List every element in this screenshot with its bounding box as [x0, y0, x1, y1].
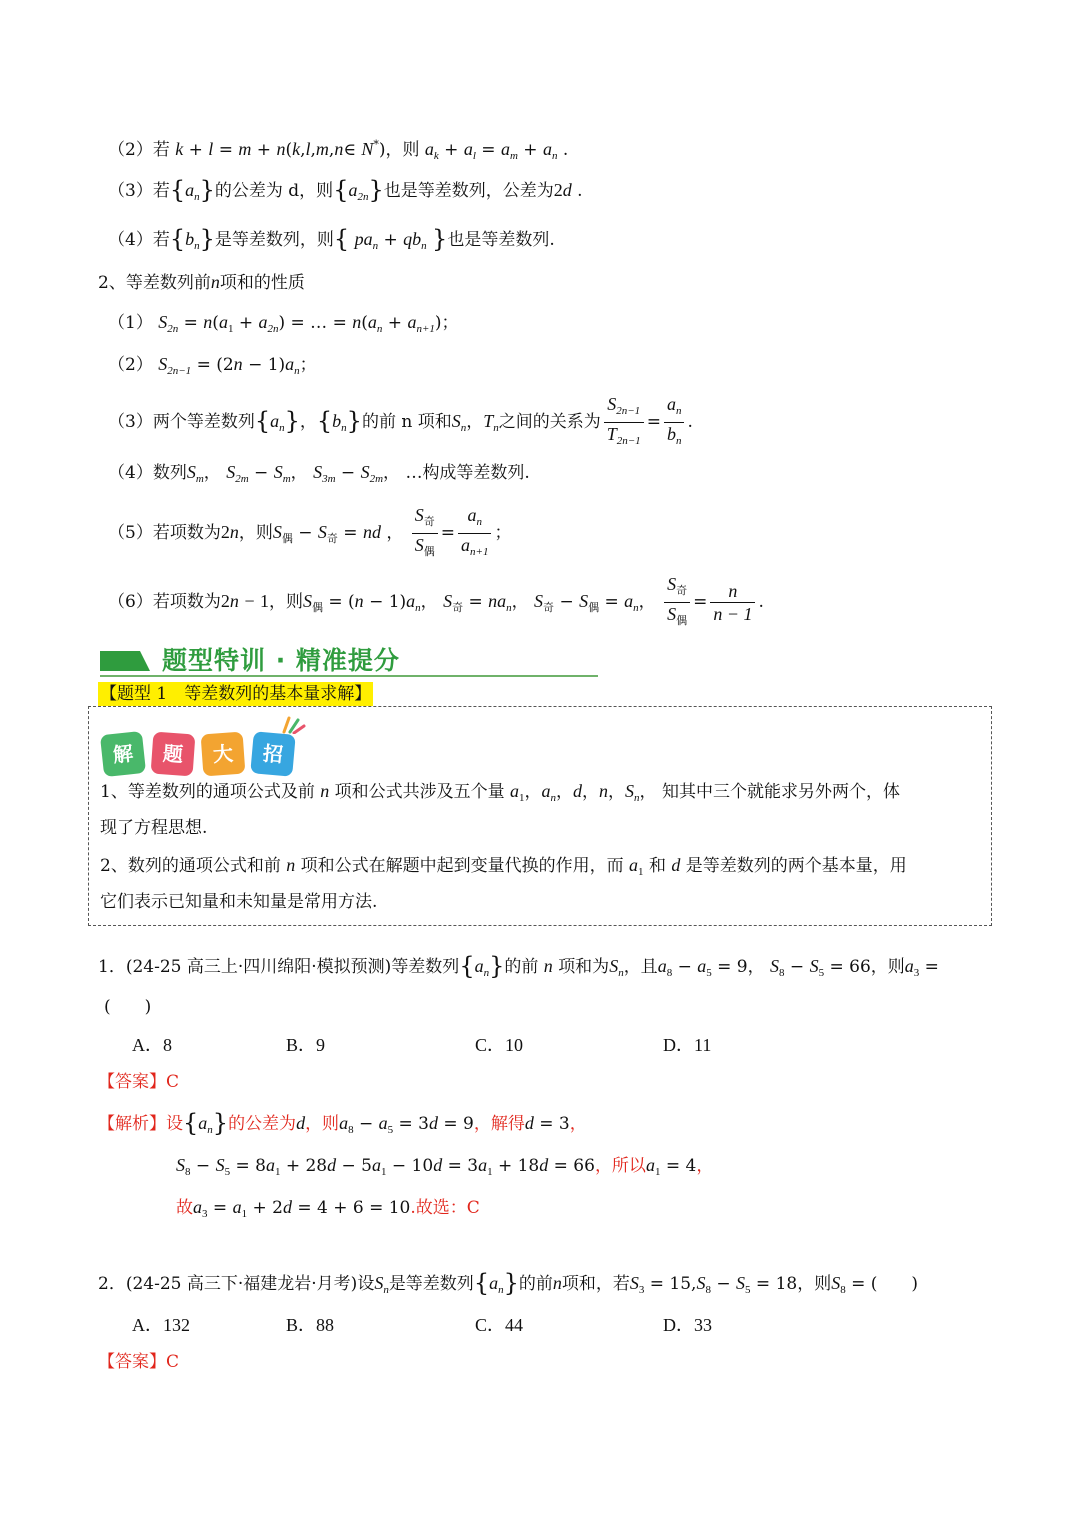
badge-icon-1: 解: [100, 731, 146, 777]
tip-2-line-2: 它们表示已知量和未知量是常用方法.: [100, 892, 378, 912]
tip-1-line-2: 现了方程思想.: [100, 818, 208, 838]
q1-choice-a[interactable]: A．8: [132, 1035, 172, 1055]
q1-choice-c[interactable]: C．10: [475, 1035, 524, 1055]
q1-analysis-line-3: 故$a_3 = a_1 + 2d = 4 + 6 = 10$.故选：C: [176, 1197, 480, 1220]
q1-answer: 【答案】C: [98, 1072, 180, 1092]
q1-choice-b[interactable]: B．9: [286, 1035, 326, 1055]
tip-2-line-1: 2、数列的通项公式和前 n 项和公式在解题中起到变量代换的作用，而 $a_1$ 和 d 是等差数列的两个基本量，用: [100, 855, 907, 878]
property-2: （2）若 k + l = m + n(k,l,m,n∈ N*)，则 $a_k + a_l = a_m + a_n$ .: [108, 138, 569, 162]
q2-choice-d[interactable]: D．33: [663, 1315, 712, 1335]
banner-title: 题型特训 · 精准提分: [162, 646, 400, 675]
q1-paren: ( ): [104, 997, 152, 1017]
q2-choice-a[interactable]: A．132: [132, 1315, 190, 1335]
q1-analysis-line-2: $S_8 - S_5 = 8a_1 + 28d - 5a_1 - 10d = 3a_1 + 18d = 66$，所以$a_1 = 4$，: [176, 1155, 714, 1178]
banner-underline: [100, 675, 598, 677]
badge-icon-3: 大: [201, 732, 246, 777]
badge-icon-4: 招: [250, 731, 296, 777]
sum-property-2: （2） $S_{2n-1} = (2n - 1)a_n$；: [108, 354, 317, 377]
sum-property-1: （1） $S_{2n} = n(a_1 + a_{2n})$ = … = $n(a_n + a_{n+1})$；: [108, 312, 459, 335]
section-heading: 2、等差数列前n项和的性质: [98, 272, 305, 293]
q2-choice-c[interactable]: C．44: [475, 1315, 524, 1335]
q2-choice-b[interactable]: B．88: [286, 1315, 335, 1335]
q2-answer: 【答案】C: [98, 1352, 180, 1372]
type-tag: 【题型 1 等差数列的基本量求解】: [100, 684, 372, 704]
sum-property-6: （6）若项数为2n − 1，则$S_偶 = (n - 1)a_n$， $S_奇 = na_n$， $S_奇 - S_偶 = a_n$， $\frac{S_奇}{S_偶}$ = $\frac{n}{n - 1}$ .: [108, 574, 764, 627]
tip-1-line-1: 1、等差数列的通项公式及前 n 项和公式共涉及五个量 $a_1$，$a_n$，d，n，$S_n$， 知其中三个就能求另外两个，体: [100, 781, 900, 804]
section-banner: [100, 641, 598, 677]
q1-analysis-line-1: 【解析】设$\{a_n\}$的公差为d，则$a_8 - a_5 = 3d = 9$，解得d = 3，: [98, 1109, 587, 1137]
q1-stem: 1．(24-25 高三上·四川绵阳·模拟预测)等差数列$\{a_n\}$的前 n 项和为$S_n$，且$a_8 - a_5 = 9$， $S_8 - S_5 = 66$，则$a_3$ =: [98, 952, 939, 980]
banner-bar: [100, 651, 150, 671]
sparkle-icon: [280, 712, 306, 734]
sum-property-3: （3）两个等差数列$\{a_n\}$，$\{b_n\}$的前 n 项和$S_n$，$T_n$之间的关系为 $\frac{S_{2n-1}}{T_{2n-1}}$ = $\frac{a_n}{b_n}$ .: [108, 394, 693, 447]
sum-property-4: （4）数列$S_m$， $S_{2m} - S_m$， $S_{3m} - S_{2m}$， …构成等差数列.: [108, 462, 530, 485]
property-3: （3）若$\{a_n\}$的公差为 d，则$\{a_{2n}\}$也是等差数列，公差为2d .: [108, 176, 583, 204]
badge-icon-2: 题: [151, 732, 196, 777]
property-4: （4）若$\{b_n\}$是等差数列，则{ $pa_n + qb_n$ }也是等差数列.: [108, 225, 555, 253]
q1-choice-d[interactable]: D．11: [663, 1035, 712, 1055]
sum-property-5: （5）若项数为2n，则$S_偶 - S_奇$ = nd ， $\frac{S_奇}{S_偶}$ = $\frac{a_n}{a_{n+1}}$ ；: [108, 505, 512, 558]
q2-stem: 2．(24-25 高三下·福建龙岩·月考)设$S_n$是等差数列$\{a_n\}$的前n项和，若$S_3 = 15,S_8 - S_5 = 18$，则$S_8$ = ( ): [98, 1269, 919, 1297]
